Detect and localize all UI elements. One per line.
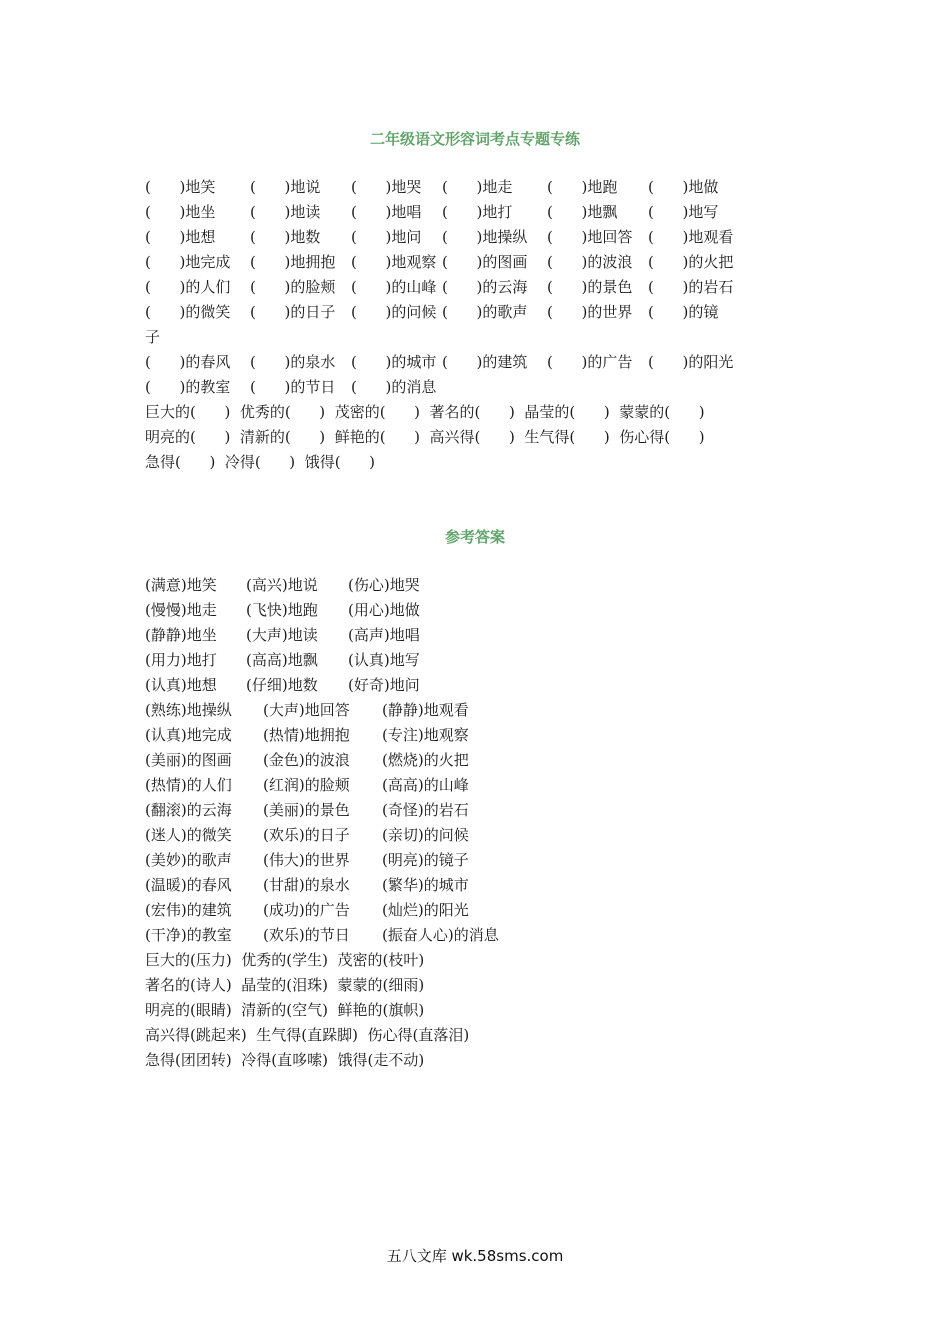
exercise-item: ( )的景色: [547, 278, 633, 296]
answer-line: 著名的(诗人) 晶莹的(泪珠) 蒙蒙的(细雨): [145, 976, 425, 994]
exercise-row: [145, 250, 805, 275]
answer-item: (热情)地拥抱: [263, 726, 350, 744]
exercise-row: [145, 350, 805, 375]
answer-item: (温暖)的春风: [145, 876, 232, 894]
wrapped-text: 子: [145, 328, 161, 346]
exercise-item: ( )地观察: [351, 253, 437, 271]
exercise-row: [145, 300, 805, 325]
answer-item: (振奋人心)的消息: [382, 926, 499, 944]
answer-item: (认真)地想: [145, 676, 217, 694]
answer-line: 明亮的(眼睛) 清新的(空气) 鲜艳的(旗帜): [145, 1001, 425, 1019]
exercise-item: ( )的城市: [351, 353, 437, 371]
exercise-item: ( )的阳光: [648, 353, 734, 371]
answer-row: [145, 748, 805, 773]
exercise-item: ( )地哭: [351, 178, 422, 196]
answer-title: 参考答案: [444, 528, 505, 546]
exercise-item: ( )的人们: [145, 278, 231, 296]
exercise-item: ( )的脸颊: [250, 278, 336, 296]
answer-item: (美妙)的歌声: [145, 851, 232, 869]
page-title: 二年级语文形容词考点专题专练: [369, 130, 580, 148]
answer-item: (伤心)地哭: [348, 576, 420, 594]
exercise-item: ( )地唱: [351, 203, 422, 221]
exercise-row: [145, 200, 805, 225]
exercise-item: ( )地问: [351, 228, 422, 246]
answer-row: [145, 923, 805, 948]
answer-item: (热情)的人们: [145, 776, 232, 794]
answer-item: (高高)的山峰: [382, 776, 469, 794]
answer-item: (成功)的广告: [263, 901, 350, 919]
answer-line: 急得(团团转) 冷得(直哆嗦) 饿得(走不动): [145, 1051, 425, 1069]
answer-item: (大声)地回答: [263, 701, 350, 719]
answer-item: (亲切)的问候: [382, 826, 469, 844]
exercise-item: ( )地拥抱: [250, 253, 336, 271]
answer-row: [145, 873, 805, 898]
answer-row: [145, 648, 805, 673]
exercise-item: ( )的镜: [648, 303, 719, 321]
exercise-item: ( )的教室: [145, 378, 231, 396]
exercise-item: ( )地走: [442, 178, 513, 196]
exercise-item: ( )地跑: [547, 178, 618, 196]
exercise-item: ( )的广告: [547, 353, 633, 371]
answer-item: (红润)的脸颊: [263, 776, 350, 794]
answer-row: [145, 623, 805, 648]
answer-item: (慢慢)地走: [145, 601, 217, 619]
exercise-item: ( )的火把: [648, 253, 734, 271]
exercise-item: ( )地操纵: [442, 228, 528, 246]
exercise-row: [145, 175, 805, 200]
exercise-item: ( )地写: [648, 203, 719, 221]
exercise-item: ( )地完成: [145, 253, 231, 271]
answer-item: (宏伟)的建筑: [145, 901, 232, 919]
answer-section: [145, 573, 805, 1073]
exercise-item: ( )的日子: [250, 303, 336, 321]
answer-row: [145, 823, 805, 848]
answer-item: (明亮)的镜子: [382, 851, 469, 869]
exercise-item: ( )地做: [648, 178, 719, 196]
exercise-item: ( )地笑: [145, 178, 216, 196]
answer-item: (伟大)的世界: [263, 851, 350, 869]
exercise-item: ( )的世界: [547, 303, 633, 321]
answer-item: (静静)地观看: [382, 701, 469, 719]
exercise-item: ( )的微笑: [145, 303, 231, 321]
answer-item: (燃烧)的火把: [382, 751, 469, 769]
answer-item: (欢乐)的日子: [263, 826, 350, 844]
exercise-row: [145, 225, 805, 250]
exercise-item: ( )的问候: [351, 303, 437, 321]
exercise-line: 巨大的( ) 优秀的( ) 茂密的( ) 著名的( ) 晶莹的( ) 蒙蒙的( ): [145, 403, 705, 421]
answer-item: (繁华)的城市: [382, 876, 469, 894]
exercise-item: ( )的春风: [145, 353, 231, 371]
answer-row: [145, 848, 805, 873]
exercise-section: [145, 175, 805, 475]
answer-item: (翻滚)的云海: [145, 801, 232, 819]
exercise-item: ( )的泉水: [250, 353, 336, 371]
exercise-item: ( )地观看: [648, 228, 734, 246]
answer-item: (干净)的教室: [145, 926, 232, 944]
exercise-item: ( )地想: [145, 228, 216, 246]
exercise-item: ( )的歌声: [442, 303, 528, 321]
answer-line: 高兴得(跳起来) 生气得(直跺脚) 伤心得(直落泪): [145, 1026, 470, 1044]
answer-item: (美丽)的景色: [263, 801, 350, 819]
exercise-line: 明亮的( ) 清新的( ) 鲜艳的( ) 高兴得( ) 生气得( ) 伤心得( ): [145, 428, 705, 446]
answer-item: (静静)地坐: [145, 626, 217, 644]
answer-item: (用心)地做: [348, 601, 420, 619]
exercise-line: 急得( ) 冷得( ) 饿得( ): [145, 453, 376, 471]
footer-watermark: 五八文库 wk.58sms.com: [386, 1247, 564, 1265]
answer-item: (飞快)地跑: [246, 601, 318, 619]
exercise-item: ( )地说: [250, 178, 321, 196]
exercise-item: ( )的云海: [442, 278, 528, 296]
exercise-item: ( )地回答: [547, 228, 633, 246]
exercise-item: ( )的岩石: [648, 278, 734, 296]
answer-row: [145, 773, 805, 798]
answer-item: (用力)地打: [145, 651, 217, 669]
answer-row: [145, 673, 805, 698]
answer-item: (奇怪)的岩石: [382, 801, 469, 819]
answer-item: (熟练)地操纵: [145, 701, 232, 719]
answer-item: (认真)地写: [348, 651, 420, 669]
answer-item: (金色)的波浪: [263, 751, 350, 769]
answer-item: (美丽)的图画: [145, 751, 232, 769]
answer-item: (灿烂)的阳光: [382, 901, 469, 919]
answer-item: (高高)地飘: [246, 651, 318, 669]
exercise-item: ( )地打: [442, 203, 513, 221]
exercise-row: [145, 275, 805, 300]
answer-row: [145, 798, 805, 823]
answer-row: [145, 698, 805, 723]
answer-item: (高声)地唱: [348, 626, 420, 644]
answer-item: (欢乐)的节日: [263, 926, 350, 944]
exercise-item: ( )地数: [250, 228, 321, 246]
answer-item: (好奇)地问: [348, 676, 420, 694]
exercise-item: ( )的节日: [250, 378, 336, 396]
answer-item: (仔细)地数: [246, 676, 318, 694]
answer-item: (认真)地完成: [145, 726, 232, 744]
answer-row: [145, 573, 805, 598]
answer-row: [145, 723, 805, 748]
exercise-item: ( )地飘: [547, 203, 618, 221]
answer-item: (甘甜)的泉水: [263, 876, 350, 894]
answer-row: [145, 598, 805, 623]
answer-item: (大声)地读: [246, 626, 318, 644]
exercise-item: ( )的建筑: [442, 353, 528, 371]
exercise-row: [145, 375, 805, 400]
exercise-item: ( )的图画: [442, 253, 528, 271]
exercise-item: ( )的山峰: [351, 278, 437, 296]
answer-item: (迷人)的微笑: [145, 826, 232, 844]
exercise-item: ( )的波浪: [547, 253, 633, 271]
exercise-item: ( )的消息: [351, 378, 437, 396]
answer-row: [145, 898, 805, 923]
answer-line: 巨大的(压力) 优秀的(学生) 茂密的(枝叶): [145, 951, 425, 969]
answer-item: (专注)地观察: [382, 726, 469, 744]
answer-item: (高兴)地说: [246, 576, 318, 594]
exercise-item: ( )地读: [250, 203, 321, 221]
exercise-item: ( )地坐: [145, 203, 216, 221]
answer-item: (满意)地笑: [145, 576, 217, 594]
